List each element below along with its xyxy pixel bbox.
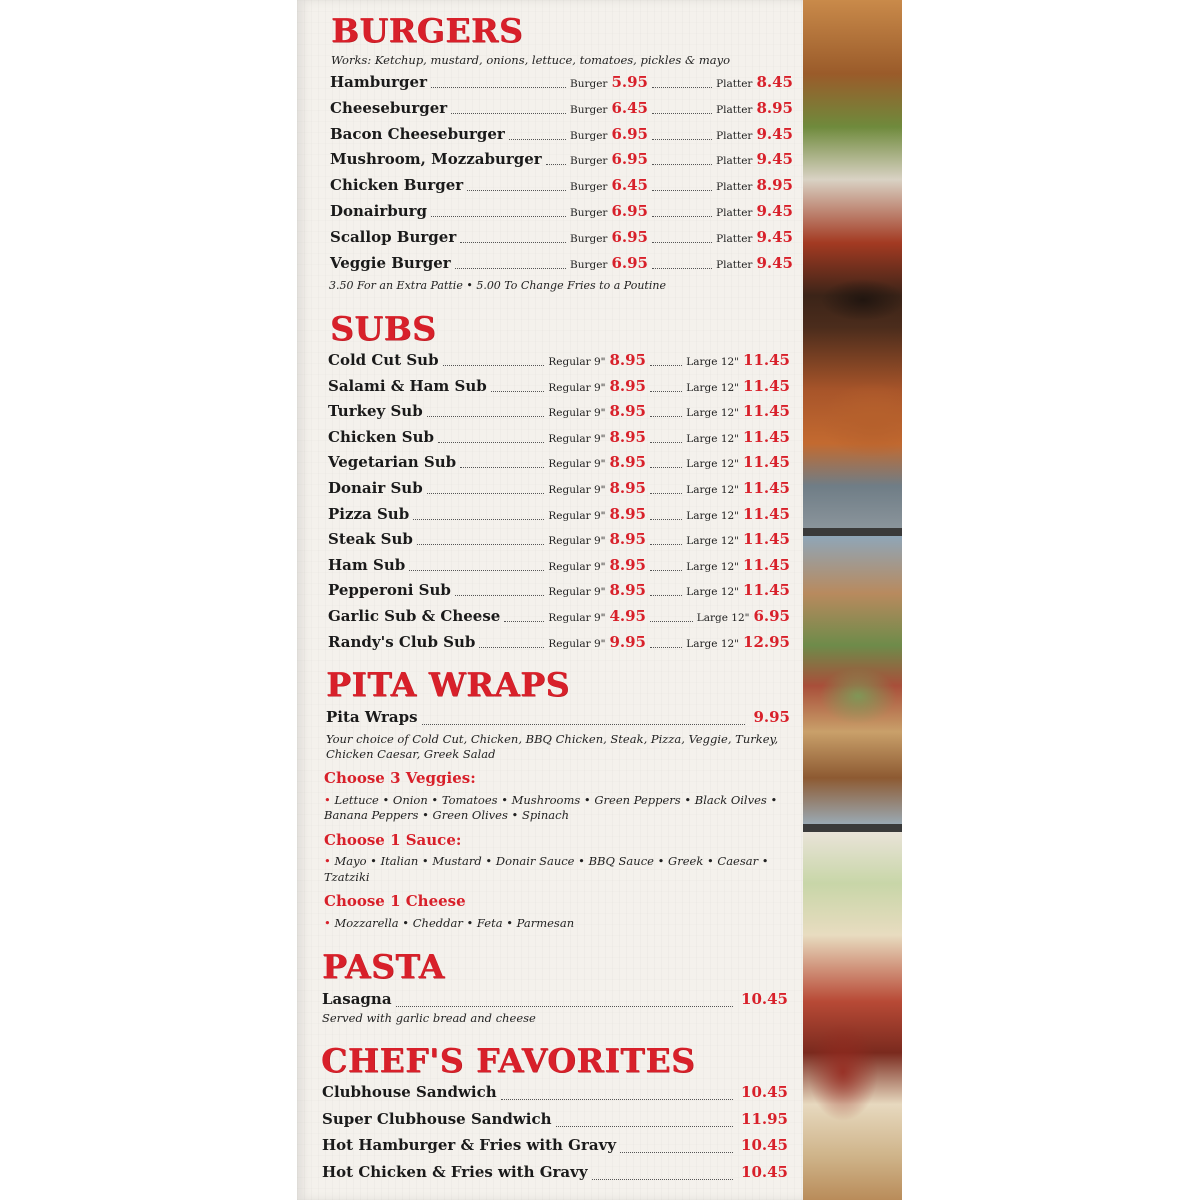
item-name: Vegetarian Sub <box>328 453 457 472</box>
size-label: Burger <box>570 103 608 116</box>
menu-item-row <box>330 202 793 224</box>
leader-dots <box>652 241 712 243</box>
leader-dots <box>509 138 566 140</box>
size-label: Large 12" <box>686 637 740 650</box>
price-small: 6.95 <box>611 227 648 246</box>
food-photo-strip <box>803 0 902 1200</box>
item-name: Donairburg <box>330 202 428 220</box>
item-price: 10.45 <box>741 1083 788 1101</box>
price-small: 8.95 <box>609 376 646 395</box>
price-small: 6.95 <box>611 150 648 169</box>
price-large: 9.45 <box>756 124 793 143</box>
menu-item-row <box>330 228 793 250</box>
size-label: Regular 9" <box>548 407 606 420</box>
size-label: Regular 9" <box>548 637 606 650</box>
lasagna-price: 10.45 <box>741 990 788 1008</box>
item-price: 10.45 <box>741 1136 788 1154</box>
price-large: 11.45 <box>743 402 790 421</box>
size-label: Burger <box>570 232 608 245</box>
price-large: 9.45 <box>756 202 793 220</box>
item-name: Veggie Burger <box>330 253 451 272</box>
price-large: 11.45 <box>743 351 790 369</box>
pasta-title: PASTA <box>322 947 445 986</box>
leader-dots <box>460 466 544 468</box>
price-large: 9.45 <box>756 150 793 169</box>
leader-dots <box>650 594 682 596</box>
size-label: Regular 9" <box>548 535 606 548</box>
leader-dots <box>455 594 544 596</box>
price-small: 8.95 <box>609 453 646 472</box>
size-label: Regular 9" <box>548 458 606 471</box>
size-label: Burger <box>570 78 608 90</box>
item-name: Garlic Sub & Cheese <box>328 607 501 625</box>
menu-item-row <box>328 581 790 603</box>
item-name: Pizza Sub <box>328 504 410 523</box>
menu-item-row <box>322 1110 788 1132</box>
leader-dots <box>650 518 682 520</box>
price-large: 11.45 <box>743 530 790 549</box>
size-label: Large 12" <box>686 509 740 522</box>
size-label: Platter <box>716 129 753 142</box>
menu-item-row <box>328 633 790 655</box>
leader-dots <box>443 364 545 366</box>
leader-dots <box>427 415 545 417</box>
pita-wraps-row <box>326 708 790 730</box>
price-large: 11.45 <box>743 555 790 574</box>
price-small: 9.95 <box>609 632 646 651</box>
leader-dots <box>438 441 544 443</box>
leader-dots <box>431 215 566 217</box>
leader-dots <box>652 138 712 140</box>
leader-dots <box>427 492 545 494</box>
size-label: Regular 9" <box>548 586 606 599</box>
size-label: Burger <box>570 258 608 271</box>
size-label: Large 12" <box>686 381 740 394</box>
item-name: Salami & Ham Sub <box>328 376 487 395</box>
size-label: Large 12" <box>686 407 740 420</box>
clubhouse-photo <box>803 832 902 1200</box>
sauce-line-2: Tzatziki <box>324 870 370 884</box>
item-name: Ham Sub <box>328 555 406 574</box>
price-small: 8.95 <box>609 504 646 523</box>
size-label: Platter <box>716 207 753 219</box>
price-small: 6.45 <box>611 176 648 195</box>
size-label: Regular 9" <box>548 484 606 496</box>
burgers-works-note: Works: Ketchup, mustard, onions, lettuce, tomatoes, pickles & mayo <box>331 53 731 67</box>
size-label: Burger <box>570 155 608 168</box>
price-large: 12.95 <box>743 632 790 651</box>
size-label: Platter <box>716 258 753 271</box>
menu-item-row <box>330 176 793 198</box>
price-large: 9.45 <box>756 253 793 272</box>
price-large: 11.45 <box>743 427 790 446</box>
menu-item-row <box>328 530 790 552</box>
price-small: 4.95 <box>609 607 646 625</box>
leader-dots <box>650 415 682 417</box>
pita-choice-line-2: Chicken Caesar, Greek Salad <box>326 747 496 761</box>
leader-dots <box>650 569 682 571</box>
size-label: Regular 9" <box>548 612 606 624</box>
item-price: 10.45 <box>741 1162 788 1181</box>
menu-item-row <box>330 99 793 121</box>
lasagna-row <box>322 990 788 1012</box>
leader-dots <box>650 390 682 392</box>
item-name: Hot Hamburger & Fries with Gravy <box>322 1136 617 1154</box>
item-name: Mushroom, Mozzaburger <box>330 150 542 169</box>
veggies-line-1 <box>324 792 777 808</box>
leader-dots <box>652 86 712 88</box>
price-large: 11.45 <box>743 453 790 472</box>
menu-item-row <box>322 1163 788 1185</box>
pita-wraps-title: PITA WRAPS <box>326 665 570 704</box>
veggies-line-1-text: Lettuce • Onion • Tomatoes • Mushrooms • Green Peppers • Black Oilves • <box>334 793 778 807</box>
price-large: 8.45 <box>756 73 793 91</box>
size-label: Burger <box>570 129 608 142</box>
leader-dots <box>650 543 682 545</box>
cheese-line-1 <box>324 915 574 931</box>
sauce-title: Choose 1 Sauce: <box>324 831 462 849</box>
price-large: 11.45 <box>743 504 790 523</box>
pita-choice-line-1: Your choice of Cold Cut, Chicken, BBQ Chicken, Steak, Pizza, Veggie, Turkey, <box>326 732 779 746</box>
leader-dots <box>650 646 682 648</box>
leader-dots <box>652 189 712 191</box>
price-small: 8.95 <box>609 479 646 497</box>
item-name: Chicken Sub <box>328 427 434 446</box>
size-label: Large 12" <box>686 458 740 471</box>
price-large: 8.95 <box>756 176 793 195</box>
menu-item-row <box>330 125 793 147</box>
size-label: Platter <box>716 78 753 90</box>
size-label: Burger <box>570 207 608 219</box>
menu-item-row <box>330 254 793 276</box>
price-small: 6.95 <box>611 124 648 143</box>
pita-wraps-name: Pita Wraps <box>326 708 418 726</box>
price-small: 6.45 <box>611 98 648 117</box>
burger-photo <box>803 0 902 528</box>
subs-title: SUBS <box>330 309 437 348</box>
sub-photo <box>803 536 902 824</box>
size-label: Platter <box>716 155 753 168</box>
price-large: 6.95 <box>753 607 790 625</box>
leader-dots <box>546 163 566 165</box>
menu-item-row <box>328 505 790 527</box>
price-small: 8.95 <box>609 427 646 446</box>
leader-dots <box>620 1151 733 1153</box>
leader-dots <box>451 112 566 114</box>
menu-item-row <box>328 351 790 373</box>
size-label: Platter <box>716 181 753 194</box>
leader-dots <box>650 441 682 443</box>
menu-item-row <box>328 377 790 399</box>
item-price: 11.95 <box>741 1109 788 1128</box>
item-name: Hamburger <box>330 73 427 91</box>
size-label: Large 12" <box>686 535 740 548</box>
price-small: 6.95 <box>611 202 648 220</box>
sauce-line-1 <box>324 853 769 869</box>
item-name: Super Clubhouse Sandwich <box>322 1109 552 1128</box>
leader-dots <box>460 241 566 243</box>
size-label: Large 12" <box>686 560 740 573</box>
leader-dots <box>650 466 682 468</box>
menu-item-row <box>328 607 790 629</box>
bullet-icon: • <box>324 854 331 868</box>
item-name: Chicken Burger <box>330 176 464 195</box>
price-large: 11.45 <box>743 479 790 497</box>
leader-dots <box>652 267 712 269</box>
menu-item-row <box>328 453 790 475</box>
price-small: 5.95 <box>611 73 648 91</box>
item-name: Pepperoni Sub <box>328 581 451 600</box>
leader-dots <box>455 267 566 269</box>
leader-dots <box>650 492 682 494</box>
leader-dots <box>504 620 544 622</box>
bullet-icon: • <box>324 793 331 807</box>
menu-item-row <box>322 1136 788 1158</box>
leader-dots <box>413 518 544 520</box>
pita-wraps-price: 9.95 <box>753 708 790 726</box>
sauce-line-1-text: Mayo • Italian • Mustard • Donair Sauce • BBQ Sauce • Greek • Caesar • <box>334 854 769 868</box>
veggies-line-2: Banana Peppers • Green Olives • Spinach <box>324 808 570 822</box>
leader-dots <box>422 723 746 725</box>
size-label: Large 12" <box>686 356 740 368</box>
lasagna-name: Lasagna <box>322 990 392 1008</box>
price-small: 8.95 <box>609 402 646 421</box>
cheese-line-1-text: Mozzarella • Cheddar • Feta • Parmesan <box>334 916 575 930</box>
leader-dots <box>652 163 712 165</box>
price-small: 6.95 <box>611 253 648 272</box>
leader-dots <box>431 86 566 88</box>
leader-dots <box>650 620 693 622</box>
leader-dots <box>396 1005 733 1007</box>
menu-item-row <box>328 556 790 578</box>
burgers-extras-note: 3.50 For an Extra Pattie • 5.00 To Change Fries to a Poutine <box>329 279 666 292</box>
item-name: Donair Sub <box>328 479 423 497</box>
leader-dots <box>652 215 712 217</box>
item-name: Bacon Cheeseburger <box>330 124 505 143</box>
leader-dots <box>556 1125 733 1127</box>
chefs-favorites-title: CHEF'S FAVORITES <box>321 1041 696 1080</box>
size-label: Regular 9" <box>548 509 606 522</box>
leader-dots <box>417 543 544 545</box>
item-name: Steak Sub <box>328 530 413 549</box>
size-label: Platter <box>716 103 753 116</box>
size-label: Regular 9" <box>548 356 606 368</box>
menu-item-row <box>330 73 793 95</box>
size-label: Regular 9" <box>548 381 606 394</box>
menu-item-row <box>328 479 790 501</box>
size-label: Platter <box>716 232 753 245</box>
item-name: Cheeseburger <box>330 98 448 117</box>
menu-item-row <box>328 402 790 424</box>
price-large: 11.45 <box>743 581 790 600</box>
leader-dots <box>652 112 712 114</box>
leader-dots <box>479 646 544 648</box>
item-name: Turkey Sub <box>328 402 423 421</box>
cheese-title: Choose 1 Cheese <box>324 892 466 910</box>
size-label: Regular 9" <box>548 560 606 573</box>
price-large: 8.95 <box>756 98 793 117</box>
size-label: Large 12" <box>696 612 750 624</box>
leader-dots <box>467 189 566 191</box>
pasta-note: Served with garlic bread and cheese <box>322 1011 536 1025</box>
item-name: Scallop Burger <box>330 227 457 246</box>
size-label: Large 12" <box>686 586 740 599</box>
item-name: Clubhouse Sandwich <box>322 1083 497 1101</box>
veggies-title: Choose 3 Veggies: <box>324 769 476 787</box>
item-name: Cold Cut Sub <box>328 351 439 369</box>
size-label: Burger <box>570 181 608 194</box>
price-small: 8.95 <box>609 351 646 369</box>
bullet-icon: • <box>324 916 331 930</box>
leader-dots <box>409 569 544 571</box>
price-small: 8.95 <box>609 555 646 574</box>
menu-item-row <box>330 150 793 172</box>
price-large: 11.45 <box>743 376 790 395</box>
price-small: 8.95 <box>609 581 646 600</box>
leader-dots <box>491 390 545 392</box>
price-small: 8.95 <box>609 530 646 549</box>
leader-dots <box>501 1098 733 1100</box>
menu-item-row <box>322 1083 788 1105</box>
size-label: Large 12" <box>686 432 740 445</box>
menu-item-row <box>328 428 790 450</box>
price-large: 9.45 <box>756 227 793 246</box>
burgers-title: BURGERS <box>331 11 524 50</box>
leader-dots <box>650 364 682 366</box>
leader-dots <box>592 1178 733 1180</box>
item-name: Randy's Club Sub <box>328 632 476 651</box>
size-label: Regular 9" <box>548 432 606 445</box>
item-name: Hot Chicken & Fries with Gravy <box>322 1162 588 1181</box>
size-label: Large 12" <box>686 484 740 496</box>
